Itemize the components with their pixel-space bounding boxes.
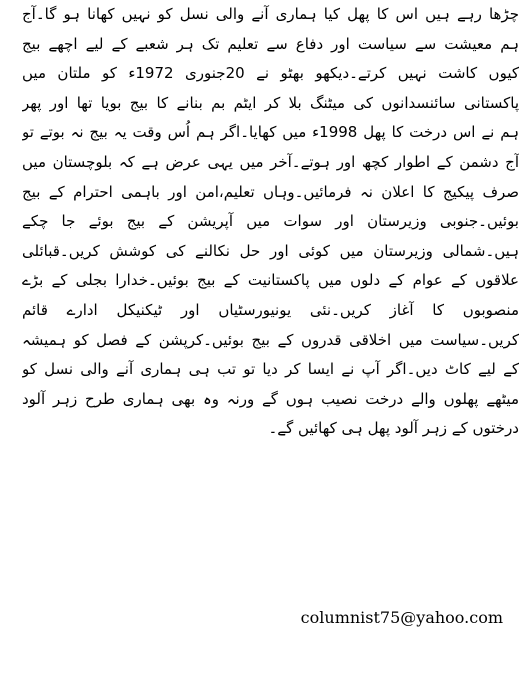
article-line: ہم نے اس درخت کا پھل 1998ء میں کھایا۔اگر ہم اُس وقت یہ بیج نہ بوتے تو	[22, 123, 519, 142]
article-line: ہم معیشت سے سیاست اور دفاع سے تعلیم تک ہر شعبے کے لیے اچھے بیج	[22, 34, 519, 53]
article-line: کے لیے کاٹ دیں۔اگر آپ نے ایسا کر دیا تو تب ہی ہماری آنے والی نسل کو	[22, 360, 519, 379]
author-email: columnist75@yahoo.com	[300, 608, 503, 627]
article-line: منصوبوں کا آغاز کریں۔نئی یونیورسٹیاں اور ٹیکنیکل ادارے قائم	[22, 300, 519, 319]
article-line: صرف پیکیج کا اعلان نہ فرمائیں۔وہاں تعلیم،امن اور باہمی احترام کے بیج	[22, 182, 519, 201]
article-line: بوئیں۔جنوبی وزیرستان اور سوات میں آپریشن کے بیج بوئے جا چکے	[22, 212, 519, 231]
article-line-final: درختوں کے زہر آلود پھل ہی کھائیں گے۔	[268, 419, 519, 438]
article-line: کیوں کاشت نہیں کرتے۔دیکھو بھٹو نے 20جنوری 1972ء کو ملتان میں	[22, 64, 519, 83]
article-line: آج دشمن کے اطوار کچھ اور ہوتے۔آخر میں یہی عرض ہے کہ بلوچستان میں	[22, 152, 519, 171]
article-line: چڑھا رہے ہیں اس کا پھل کیا ہماری آنے والی نسل کو نہیں کھانا ہو گا۔آج	[22, 5, 519, 23]
article-body	[22, 0, 519, 444]
article-line: پاکستانی سائنسدانوں کی میٹنگ بلا کر ایٹم بم بنانے کا بیج بویا تھا اور پھر	[22, 93, 519, 112]
article-line: میٹھے پھلوں والے درخت نصیب ہوں گے ورنہ وہ بھی ہماری طرح زہر آلود	[22, 389, 519, 408]
article-line: ہیں۔شمالی وزیرستان میں کوئی اور حل نکالنے کی کوشش کریں۔قبائلی	[22, 241, 519, 260]
article-line: کریں۔سیاست میں اخلاقی قدروں کے بیج بوئیں۔کرپشن کے فصل کو ہمیشہ	[22, 330, 519, 349]
article-line: علاقوں کے عوام کے دلوں میں پاکستانیت کے بیج بوئیں۔خدارا بجلی کے بڑے	[22, 271, 519, 290]
